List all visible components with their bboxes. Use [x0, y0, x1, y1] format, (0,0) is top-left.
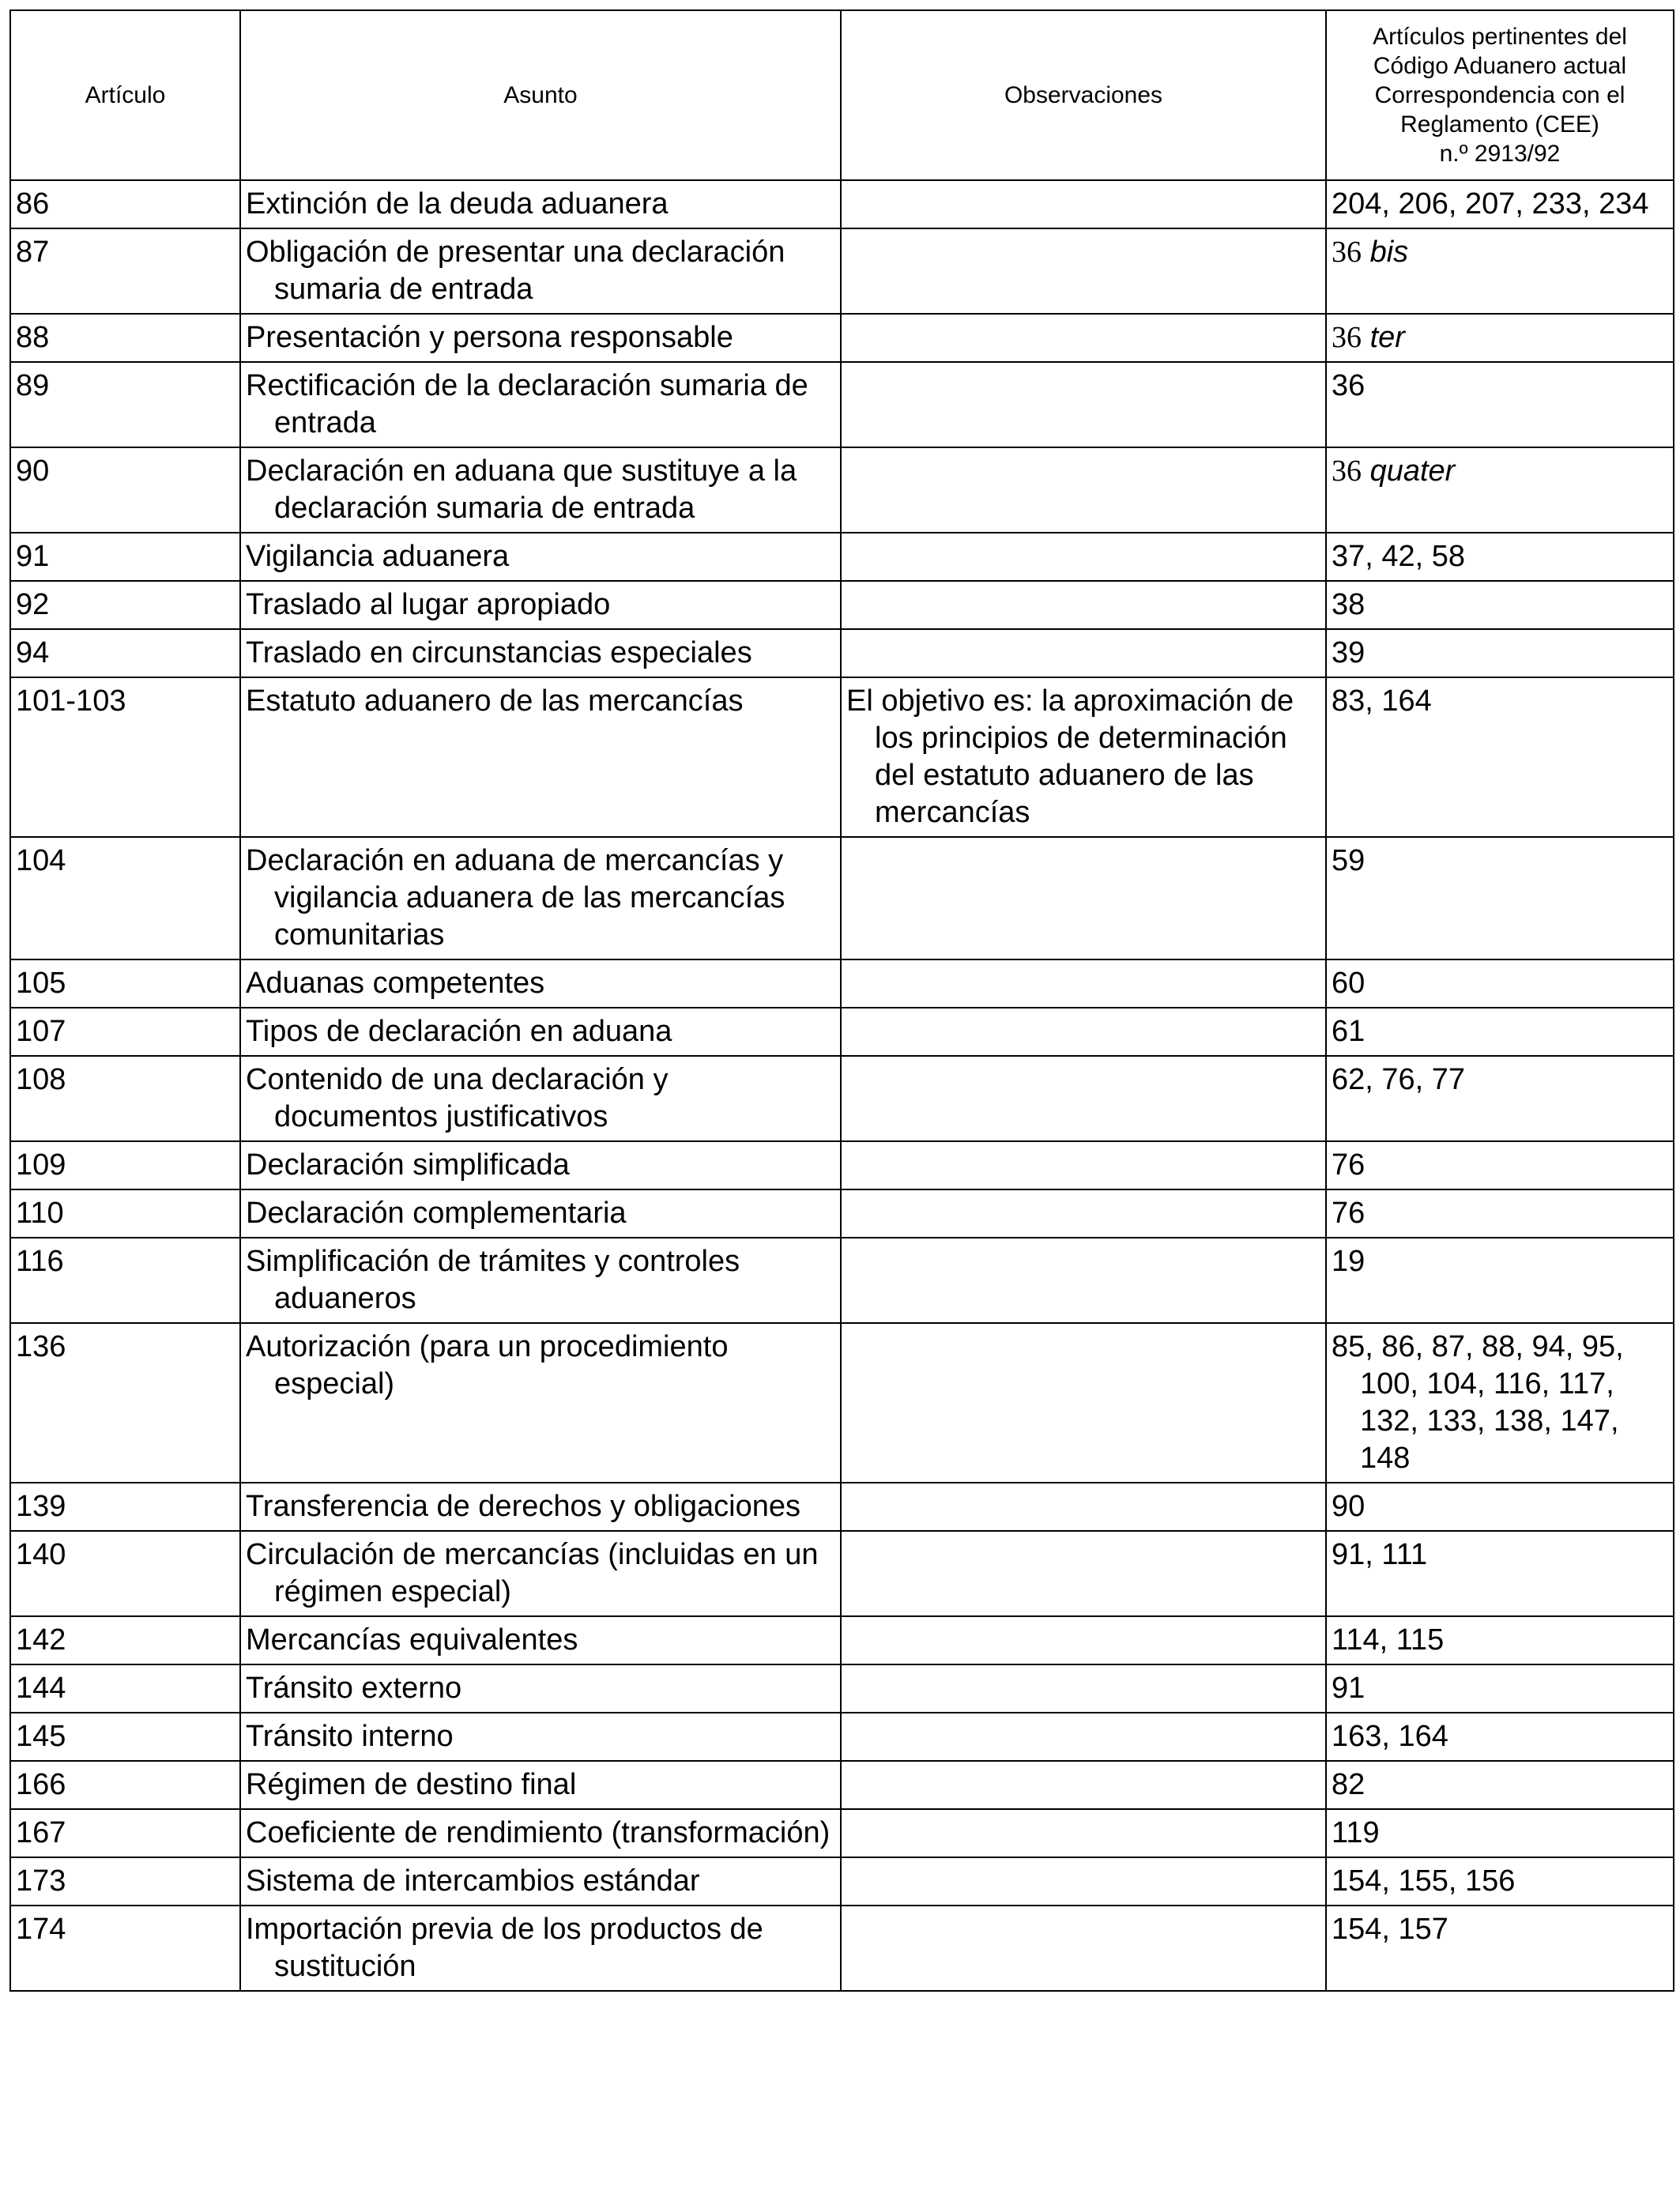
codigo-suffix: quater [1369, 454, 1456, 488]
asunto-cell: Mercancías equivalentes [246, 1623, 578, 1657]
articulo-cell: 136 [16, 1330, 66, 1363]
articulo-cell: 166 [16, 1768, 66, 1801]
asunto-cell: Traslado al lugar apropiado [246, 588, 611, 621]
codigo-suffix: bis [1369, 236, 1409, 269]
asunto-cell: Declaración en aduana de mercancías y vigilancia aduanera de las mercancías comunitarias [246, 844, 785, 952]
codigo-cell: 76 [1332, 1148, 1365, 1182]
table-row [10, 1531, 1674, 1616]
table-row [10, 837, 1674, 959]
table-row [10, 1616, 1674, 1664]
asunto-cell: Declaración simplificada [246, 1148, 570, 1182]
articulo-cell: 167 [16, 1816, 66, 1849]
codigo-cell: 36 [1332, 369, 1365, 402]
header-articulo: Artículo [10, 10, 240, 180]
articulo-cell: 94 [16, 636, 50, 669]
codigo-cell: 60 [1332, 967, 1365, 1000]
asunto-cell: Vigilancia aduanera [246, 540, 510, 573]
codigo-cell: 163, 164 [1332, 1720, 1448, 1753]
header-codigo-line-5: n.º 2913/92 [1439, 141, 1561, 167]
header-codigo-line-3: Correspondencia con el [1374, 82, 1625, 108]
asunto-cell: Coeficiente de rendimiento (transformación) [246, 1816, 831, 1849]
table-header [10, 10, 1674, 180]
codigo-cell [1332, 234, 1668, 271]
table-row [10, 959, 1674, 1008]
table-row [10, 1857, 1674, 1906]
table-row [10, 1238, 1674, 1323]
articulo-cell: 109 [16, 1148, 66, 1182]
articulo-cell: 174 [16, 1913, 66, 1946]
asunto-cell: Simplificación de trámites y controles aduaneros [246, 1245, 740, 1315]
table-row [10, 1056, 1674, 1141]
articulo-cell: 105 [16, 967, 66, 1000]
asunto-cell: Presentación y persona responsable [246, 321, 733, 354]
articulo-cell: 142 [16, 1623, 66, 1657]
articulo-cell: 86 [16, 187, 50, 221]
table-row [10, 1713, 1674, 1761]
codigo-cell: 83, 164 [1332, 684, 1432, 718]
codigo-suffix: ter [1369, 321, 1405, 354]
table-row [10, 1008, 1674, 1056]
articulo-cell: 87 [16, 236, 50, 269]
articulo-cell: 140 [16, 1538, 66, 1571]
header-observaciones: Observaciones [841, 10, 1326, 180]
codigo-cell: 39 [1332, 636, 1365, 669]
codigo-number: 36 [1332, 236, 1362, 269]
asunto-cell: Transferencia de derechos y obligaciones [246, 1490, 800, 1523]
asunto-cell: Autorización (para un procedimiento especial) [246, 1330, 729, 1400]
correspondence-table [9, 9, 1674, 1992]
table-row [10, 533, 1674, 581]
table-row [10, 1761, 1674, 1809]
codigo-cell: 82 [1332, 1768, 1365, 1801]
articulo-cell: 145 [16, 1720, 66, 1753]
asunto-cell: Aduanas competentes [246, 967, 545, 1000]
codigo-number: 36 [1332, 321, 1362, 354]
codigo-cell [1332, 453, 1668, 490]
codigo-cell: 19 [1332, 1245, 1365, 1278]
header-codigo-line-2: Código Aduanero actual [1373, 53, 1627, 79]
asunto-cell: Rectificación de la declaración sumaria de entrada [246, 369, 808, 439]
codigo-cell [1332, 319, 1668, 356]
header-codigo-aduanero [1326, 10, 1674, 180]
table-row [10, 1809, 1674, 1857]
articulo-cell: 92 [16, 588, 50, 621]
articulo-cell: 91 [16, 540, 50, 573]
articulo-cell: 107 [16, 1015, 66, 1048]
codigo-cell: 154, 157 [1332, 1913, 1448, 1946]
articulo-cell: 108 [16, 1063, 66, 1096]
table-row [10, 677, 1674, 837]
asunto-cell: Régimen de destino final [246, 1768, 577, 1801]
asunto-cell: Traslado en circunstancias especiales [246, 636, 752, 669]
articulo-cell: 116 [16, 1245, 64, 1278]
table-row [10, 1141, 1674, 1189]
codigo-cell: 61 [1332, 1015, 1365, 1048]
articulo-cell: 144 [16, 1672, 66, 1705]
asunto-cell: Sistema de intercambios estándar [246, 1864, 700, 1898]
codigo-cell: 91 [1332, 1672, 1365, 1705]
table-row [10, 314, 1674, 362]
asunto-cell: Contenido de una declaración y documentos justificativos [246, 1063, 669, 1133]
articulo-cell: 88 [16, 321, 50, 354]
table-row [10, 362, 1674, 447]
codigo-cell: 59 [1332, 844, 1365, 877]
header-row [10, 10, 1674, 180]
asunto-cell: Extinción de la deuda aduanera [246, 187, 669, 221]
table-row [10, 581, 1674, 629]
articulo-cell: 173 [16, 1864, 66, 1898]
articulo-cell: 104 [16, 844, 66, 877]
header-codigo-line-4: Reglamento (CEE) [1400, 111, 1599, 138]
asunto-cell: Declaración en aduana que sustituye a la declaración sumaria de entrada [246, 454, 797, 525]
table-row [10, 180, 1674, 228]
codigo-cell: 90 [1332, 1490, 1365, 1523]
articulo-cell: 139 [16, 1490, 66, 1523]
articulo-cell: 101-103 [16, 684, 126, 718]
table-row [10, 629, 1674, 677]
codigo-cell: 76 [1332, 1197, 1365, 1230]
table-row [10, 447, 1674, 533]
codigo-cell: 85, 86, 87, 88, 94, 95, 100, 104, 116, 117, 132, 133, 138, 147, 148 [1332, 1330, 1624, 1475]
codigo-number: 36 [1332, 454, 1362, 488]
articulo-cell: 90 [16, 454, 50, 488]
table-row [10, 228, 1674, 314]
asunto-cell: Declaración complementaria [246, 1197, 627, 1230]
articulo-cell: 110 [16, 1197, 64, 1230]
header-asunto: Asunto [240, 10, 841, 180]
asunto-cell: Tránsito externo [246, 1672, 462, 1705]
asunto-cell: Tipos de declaración en aduana [246, 1015, 672, 1048]
asunto-cell: Obligación de presentar una declaración sumaria de entrada [246, 236, 785, 306]
codigo-cell: 38 [1332, 588, 1365, 621]
codigo-cell: 62, 76, 77 [1332, 1063, 1466, 1096]
codigo-cell: 91, 111 [1332, 1538, 1428, 1571]
observaciones-cell: El objetivo es: la aproximación de los principios de determinación del estatuto aduanero de las mercancías [846, 684, 1294, 829]
header-codigo-line-1: Artículos pertinentes del [1373, 24, 1627, 50]
codigo-cell: 119 [1332, 1816, 1380, 1849]
codigo-cell: 114, 115 [1332, 1623, 1445, 1657]
asunto-cell: Importación previa de los productos de sustitución [246, 1913, 763, 1983]
articulo-cell: 89 [16, 369, 50, 402]
table-row [10, 1664, 1674, 1713]
asunto-cell: Estatuto aduanero de las mercancías [246, 684, 744, 718]
codigo-cell: 154, 155, 156 [1332, 1864, 1516, 1898]
table-row [10, 1483, 1674, 1531]
codigo-cell: 37, 42, 58 [1332, 540, 1466, 573]
asunto-cell: Tránsito interno [246, 1720, 454, 1753]
codigo-cell: 204, 206, 207, 233, 234 [1332, 187, 1649, 221]
asunto-cell: Circulación de mercancías (incluidas en un régimen especial) [246, 1538, 819, 1608]
table-row [10, 1906, 1674, 1991]
table-row [10, 1323, 1674, 1483]
table-row [10, 1189, 1674, 1238]
table-body [10, 180, 1674, 1991]
